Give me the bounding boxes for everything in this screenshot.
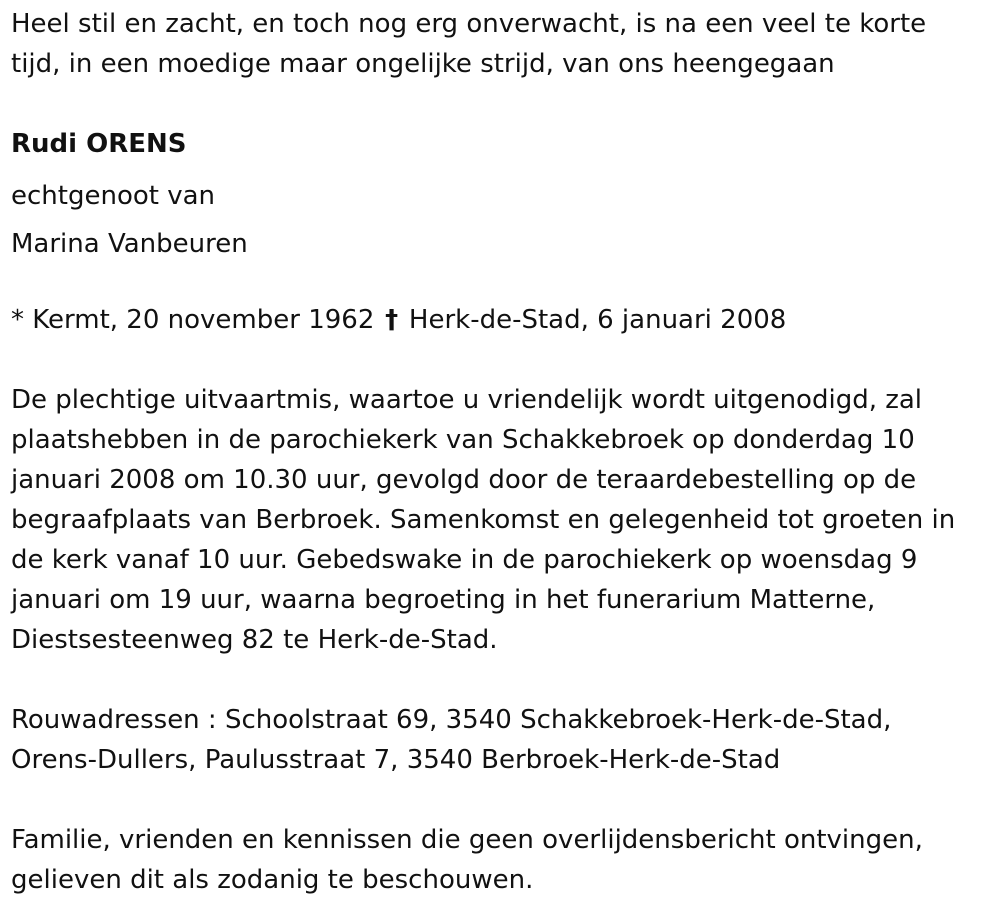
funeral-line-2: plaatshebben in de parochiekerk van Schakkebroek op donderdag 10	[11, 425, 915, 455]
intro-paragraph	[11, 4, 991, 84]
cross-icon: †	[385, 305, 399, 335]
funeral-line-6: januari om 19 uur, waarna begroeting in het funerarium Matterne,	[11, 585, 876, 615]
death-text: Herk-de-Stad, 6 januari 2008	[408, 305, 787, 335]
obituary-notice	[11, 4, 991, 900]
closing-line-1: Familie, vrienden en kennissen die geen overlijdensbericht ontvingen,	[11, 825, 923, 855]
birth-text: * Kermt, 20 november 1962	[11, 305, 375, 335]
deceased-name: Rudi ORENS	[11, 129, 187, 159]
relation-text: echtgenoot van	[11, 181, 216, 211]
closing-line-2: gelieven dit als zodanig te beschouwen.	[11, 865, 534, 895]
funeral-line-5: de kerk vanaf 10 uur. Gebedswake in de parochiekerk op woensdag 9	[11, 545, 918, 575]
intro-line-1: Heel stil en zacht, en toch nog erg onverwacht, is na een veel te korte	[11, 9, 927, 39]
address-line-1: Rouwadressen : Schoolstraat 69, 3540 Schakkebroek-Herk-de-Stad,	[11, 705, 892, 735]
addresses-paragraph	[11, 700, 991, 780]
spouse-name: Marina Vanbeuren	[11, 229, 248, 259]
closing-paragraph	[11, 820, 991, 900]
intro-line-2: tijd, in een moedige maar ongelijke strijd, van ons heengegaan	[11, 49, 835, 79]
funeral-line-7: Diestsesteenweg 82 te Herk-de-Stad.	[11, 625, 498, 655]
address-line-2: Orens-Dullers, Paulusstraat 7, 3540 Berbroek-Herk-de-Stad	[11, 745, 781, 775]
funeral-line-4: begraafplaats van Berbroek. Samenkomst en gelegenheid tot groeten in	[11, 505, 956, 535]
funeral-line-3: januari 2008 om 10.30 uur, gevolgd door de teraardebestelling op de	[11, 465, 917, 495]
birth-death-line	[11, 300, 991, 340]
spouse-block	[11, 172, 991, 268]
funeral-paragraph	[11, 380, 991, 660]
funeral-line-1: De plechtige uitvaartmis, waartoe u vriendelijk wordt uitgenodigd, zal	[11, 385, 923, 415]
